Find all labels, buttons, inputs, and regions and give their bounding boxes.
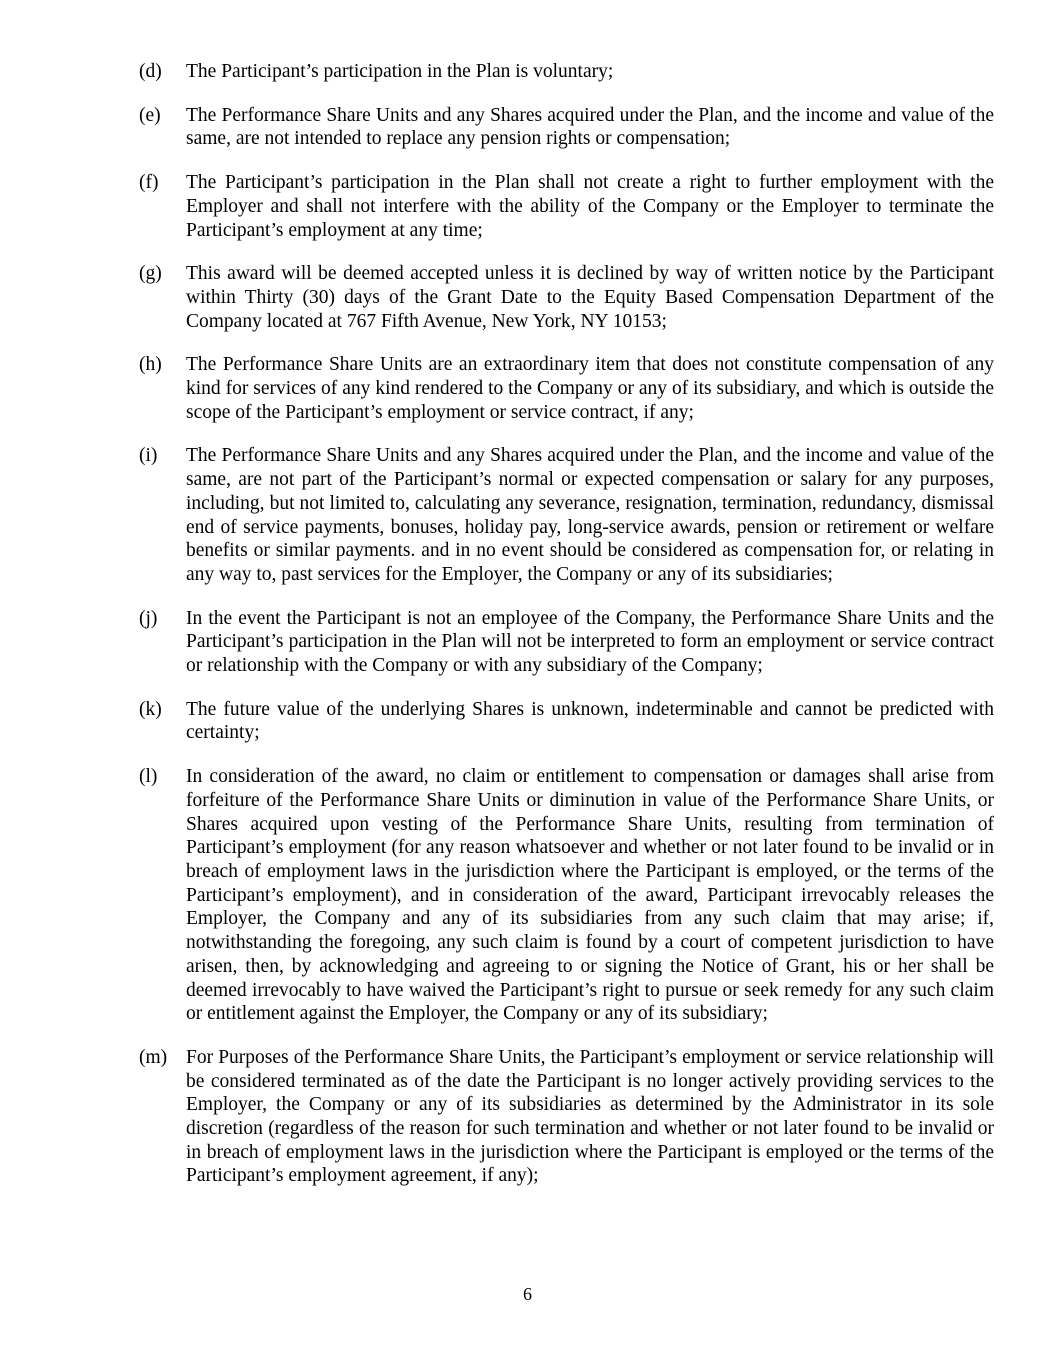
clause-e bbox=[139, 104, 994, 151]
clause-text: The Performance Share Units and any Shares acquired under the Plan, and the income and value of the same, are not intended to replace any pension rights or compensation; bbox=[186, 104, 994, 150]
clause-text: The Performance Share Units are an extraordinary item that does not constitute compensation of any kind for services of any kind rendered to the Company or any of its subsidiary, and which is outside the scope of the Participant’s employment or service contract, if any; bbox=[186, 354, 994, 423]
clause-m bbox=[139, 1046, 994, 1188]
clause-h bbox=[139, 353, 994, 424]
clause-label: (i) bbox=[139, 445, 158, 467]
clause-list bbox=[139, 60, 994, 1208]
clause-l bbox=[139, 765, 994, 1026]
clause-g bbox=[139, 262, 994, 333]
page-number: 6 bbox=[523, 1284, 532, 1304]
clause-text: In consideration of the award, no claim or entitlement to compensation or damages shall arise from forfeiture of the Performance Share Units or diminution in value of the Performance Share Units, or Shares acquired upon vesting of the Performance Share Units, resulting from termination of Participant’s employment (for any reason whatsoever and whether or not later found to be invalid or in breach of employment laws in the jurisdiction where the Participant is employed, or the terms of the Participant’s employment), and in consideration of the award, Participant irrevocably releases the Employer, the Company and any of its subsidiaries from any such claim that may arise; if, notwithstanding the foregoing, any such claim is found by a court of competent jurisdiction to have arisen, then, by acknowledging and agreeing to or signing the Notice of Grant, his or her shall be deemed irrevocably to have waived the Participant’s right to pursue or seek remedy for any such claim or entitlement against the Employer, the Company or any of its subsidiary; bbox=[186, 766, 994, 1025]
clause-k bbox=[139, 698, 994, 745]
clause-f bbox=[139, 171, 994, 242]
clause-text: The Participant’s participation in the Plan shall not create a right to further employment with the Employer and shall not interfere with the ability of the Company or the Employer to terminate the Participant’s employment at any time; bbox=[186, 172, 994, 241]
clause-text: The future value of the underlying Shares is unknown, indeterminable and cannot be predicted with certainty; bbox=[186, 698, 994, 744]
clause-text: The Participant’s participation in the Plan is voluntary; bbox=[186, 61, 614, 82]
clause-label: (k) bbox=[139, 698, 162, 720]
clause-text: For Purposes of the Performance Share Units, the Participant’s employment or service relationship will be considered terminated as of the date the Participant is no longer actively providing services to the Employer, the Company or any of its subsidiaries as determined by the Administrator in its sole discretion (regardless of the reason for such termination and whether or not later found to be invalid or in breach of employment laws in the jurisdiction where the Participant is employed or the terms of the Participant’s employment agreement, if any); bbox=[186, 1046, 994, 1187]
clause-text: In the event the Participant is not an employee of the Company, the Performance Share Units and the Participant’s participation in the Plan will not be interpreted to form an employment or service contract or relationship with the Company or with any subsidiary of the Company; bbox=[186, 607, 994, 677]
clause-j bbox=[139, 607, 994, 678]
clause-d bbox=[139, 60, 994, 84]
clause-label: (h) bbox=[139, 354, 162, 376]
clause-label: (m) bbox=[139, 1046, 168, 1068]
clause-label: (f) bbox=[139, 172, 159, 194]
clause-label: (l) bbox=[139, 766, 158, 788]
clause-label: (d) bbox=[139, 61, 162, 82]
clause-text: The Performance Share Units and any Shares acquired under the Plan, and the income and value of the same, are not part of the Participant’s normal or expected compensation or salary for any purposes, including, but not limited to, calculating any severance, resignation, termination, redundancy, dismissal end of service payments, bonuses, holiday pay, long-service awards, pension or retirement or welfare benefits or similar payments. and in no event should be considered as compensation for, or relating in any way to, past services for the Employer, the Company or any of its subsidiaries; bbox=[186, 445, 994, 585]
clause-label: (j) bbox=[139, 607, 158, 629]
clause-label: (e) bbox=[139, 104, 161, 126]
clause-i bbox=[139, 444, 994, 586]
clause-label: (g) bbox=[139, 263, 162, 285]
clause-text: This award will be deemed accepted unless it is declined by way of written notice by the Participant within Thirty (30) days of the Grant Date to the Equity Based Compensation Department of the Company located at 767 Fifth Avenue, New York, NY 10153; bbox=[186, 263, 994, 332]
